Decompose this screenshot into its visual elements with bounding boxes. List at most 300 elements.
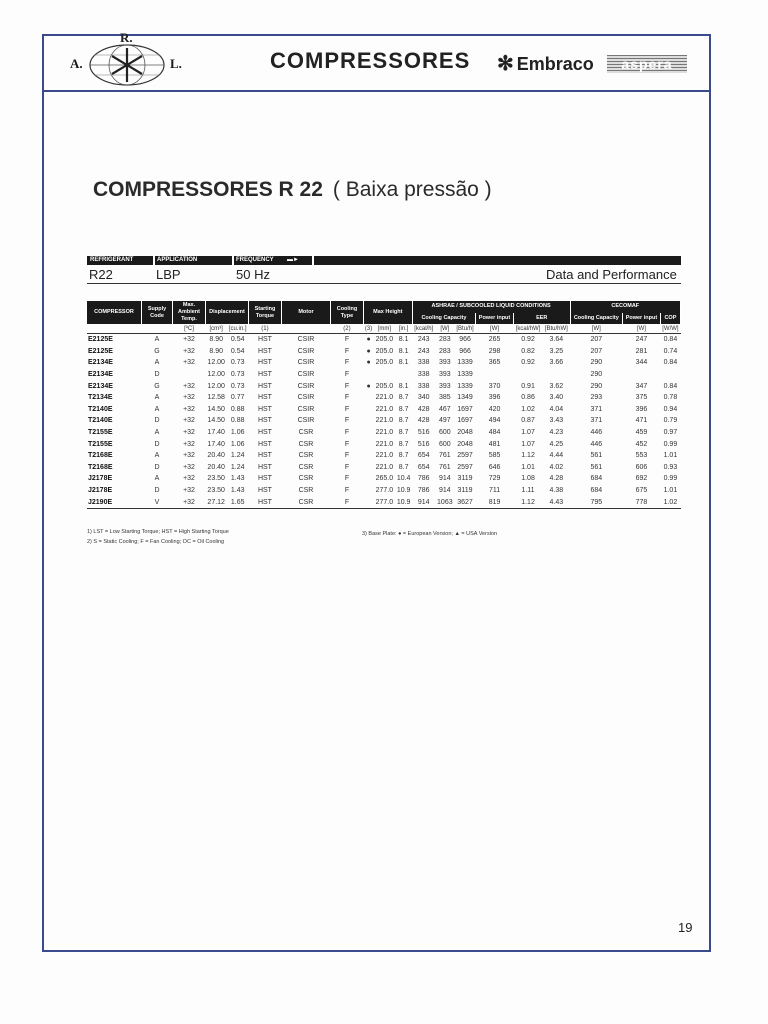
table-cell: HST bbox=[257, 475, 272, 483]
table-cell: 0.99 bbox=[663, 440, 678, 448]
table-cell: 684 bbox=[590, 475, 603, 483]
table-cell: CSIR bbox=[297, 347, 315, 355]
table-cell: HST bbox=[257, 336, 272, 344]
table-cell: 914 bbox=[412, 496, 435, 508]
unit-cell: [mm] bbox=[374, 324, 395, 334]
table-cell: 1.24 bbox=[230, 452, 245, 460]
table-cell: 3119 bbox=[457, 487, 473, 495]
table-cell bbox=[543, 369, 570, 381]
table-cell: 711 bbox=[488, 487, 501, 495]
table-cell: 265 bbox=[488, 336, 501, 344]
brand-name: Embraco bbox=[516, 54, 594, 74]
table-cell: 0.97 bbox=[663, 429, 678, 437]
table-cell: 0.92 bbox=[521, 359, 535, 367]
col-cooling-type: Cooling Type bbox=[330, 301, 363, 324]
table-cell: 467 bbox=[438, 405, 451, 413]
application-value: LBP bbox=[156, 267, 181, 282]
unit-cell: (1) bbox=[248, 324, 281, 334]
table-cell: ● bbox=[366, 359, 371, 367]
table-cell: T2155E bbox=[88, 429, 113, 437]
table-cell: 8.90 bbox=[209, 336, 223, 344]
table-cell: 4.44 bbox=[549, 452, 564, 460]
table-cell: CSIR bbox=[297, 417, 315, 425]
table-cell: V bbox=[142, 496, 173, 508]
table-cell: 340 bbox=[417, 394, 430, 402]
table-cell: 1.01 bbox=[663, 452, 678, 460]
table-cell: 654 bbox=[417, 452, 430, 460]
table-cell: ● bbox=[366, 347, 371, 355]
table-cell: 914 bbox=[438, 475, 451, 483]
table-cell: D bbox=[154, 487, 160, 495]
table-cell: 10.4 bbox=[396, 475, 411, 483]
col-cec-power: Power input bbox=[623, 313, 661, 325]
table-cell: A bbox=[154, 475, 160, 483]
table-cell: F bbox=[344, 336, 350, 344]
table-cell: 344 bbox=[635, 359, 648, 367]
header-title: COMPRESSORES bbox=[270, 48, 471, 73]
table-cell: 0.82 bbox=[521, 347, 535, 355]
table-cell: CSR bbox=[298, 475, 314, 483]
table-cell bbox=[395, 369, 412, 381]
logo-letter-a: A. bbox=[70, 56, 83, 71]
table-cell: F bbox=[344, 463, 350, 471]
table-row bbox=[87, 380, 681, 392]
table-cell: 205.0 bbox=[375, 347, 394, 355]
table-cell: 8.1 bbox=[398, 347, 409, 355]
table-cell: +32 bbox=[183, 405, 195, 413]
table-cell: CSIR bbox=[297, 382, 315, 390]
table-cell: A bbox=[154, 452, 160, 460]
units-row bbox=[87, 324, 681, 334]
band-separator bbox=[153, 256, 155, 265]
table-cell: 221.0 bbox=[375, 394, 394, 402]
table-cell: 494 bbox=[488, 417, 501, 425]
table-row bbox=[87, 473, 681, 485]
table-cell: 338 bbox=[417, 382, 430, 390]
table-cell: HST bbox=[248, 496, 281, 508]
table-cell bbox=[363, 450, 373, 462]
table-cell: CSIR bbox=[297, 336, 315, 344]
table-cell: HST bbox=[257, 452, 272, 460]
table-cell: 393 bbox=[438, 371, 451, 379]
table-cell: 4.43 bbox=[543, 496, 570, 508]
table-cell: 277.0 bbox=[374, 496, 395, 508]
unit-cell: [cu.in.] bbox=[228, 325, 247, 332]
table-cell: A bbox=[154, 429, 160, 437]
table-cell: 0.84 bbox=[663, 336, 678, 344]
table-cell: 4.28 bbox=[549, 475, 564, 483]
table-cell: 692 bbox=[635, 475, 648, 483]
table-cell: HST bbox=[257, 429, 272, 437]
table-cell: +32 bbox=[183, 452, 195, 460]
table-cell: 1.06 bbox=[230, 440, 245, 448]
table-cell bbox=[513, 369, 542, 381]
table-cell: 1.02 bbox=[660, 496, 680, 508]
table-cell: J2178E bbox=[88, 475, 113, 483]
data-performance-label: Data and Performance bbox=[546, 267, 677, 282]
table-cell: F bbox=[344, 371, 350, 379]
col-supply-code: Supply Code bbox=[142, 301, 173, 324]
table-cell: 221.0 bbox=[375, 429, 394, 437]
table-cell: 761 bbox=[438, 463, 451, 471]
table-cell: 290 bbox=[590, 382, 603, 390]
table-cell: 23.50 bbox=[207, 475, 225, 483]
compressor-table bbox=[87, 301, 681, 509]
table-cell: 2597 bbox=[457, 463, 473, 471]
table-cell: 8.7 bbox=[398, 463, 409, 471]
table-cell: CSIR bbox=[297, 394, 315, 402]
table-cell: 553 bbox=[635, 452, 648, 460]
table-cell: 290 bbox=[590, 359, 603, 367]
table-cell: F bbox=[344, 452, 350, 460]
col-compressor: COMPRESSOR bbox=[87, 301, 142, 324]
table-cell: 4.25 bbox=[549, 440, 564, 448]
table-cell: 221.0 bbox=[375, 405, 394, 413]
unit-cell: [W] bbox=[623, 324, 661, 334]
table-cell: 1.02 bbox=[521, 405, 535, 413]
table-cell: F bbox=[330, 496, 363, 508]
table-cell: 2048 bbox=[457, 440, 473, 448]
col-cecomaf: CECOMAF bbox=[570, 301, 680, 313]
unit-cell: [cm³] bbox=[206, 324, 227, 334]
table-cell: HST bbox=[257, 371, 272, 379]
table-cell: 1349 bbox=[457, 394, 473, 402]
embraco-brand bbox=[497, 51, 594, 76]
table-cell: 1.65 bbox=[227, 496, 249, 508]
table-cell: 729 bbox=[488, 475, 501, 483]
table-cell: 12.58 bbox=[207, 394, 225, 402]
unit-cell: [kcal/hW] bbox=[513, 324, 542, 334]
table-cell bbox=[476, 369, 514, 381]
table-cell: 8.7 bbox=[398, 394, 409, 402]
table-cell bbox=[363, 462, 373, 474]
snowflake-icon: ✻ bbox=[497, 53, 514, 75]
table-cell: CSR bbox=[298, 487, 314, 495]
table-cell: 561 bbox=[590, 452, 603, 460]
table-cell: E2125E bbox=[88, 347, 113, 355]
arrow-right-icon: ▬► bbox=[287, 257, 299, 263]
table-cell: 0.93 bbox=[663, 463, 678, 471]
table-cell: 207 bbox=[590, 347, 603, 355]
table-cell: D bbox=[154, 440, 160, 448]
table-cell: +32 bbox=[183, 440, 195, 448]
table-cell: HST bbox=[257, 417, 272, 425]
table-cell: 786 bbox=[417, 487, 430, 495]
table-cell: T2140E bbox=[88, 417, 113, 425]
table-cell: 281 bbox=[635, 347, 648, 355]
table-cell: 3119 bbox=[457, 475, 473, 483]
table-cell: 3.43 bbox=[549, 417, 564, 425]
col-motor: Motor bbox=[281, 301, 330, 324]
table-cell: 786 bbox=[417, 475, 430, 483]
table-cell: CSR bbox=[298, 463, 314, 471]
table-cell: T2155E bbox=[88, 440, 113, 448]
footnote-3: 3) Base Plate: ● = European Version; ▲ = USA Version bbox=[362, 531, 498, 537]
table-cell: +32 bbox=[183, 475, 195, 483]
table-cell: 914 bbox=[438, 487, 451, 495]
table-cell: 3.62 bbox=[549, 382, 564, 390]
table-cell: 428 bbox=[417, 417, 430, 425]
page-title-sub: ( Baixa pressão ) bbox=[332, 178, 492, 201]
band-frequency: FREQUENCY bbox=[236, 257, 274, 263]
table-cell: 795 bbox=[570, 496, 623, 508]
table-cell: 1.12 bbox=[521, 452, 535, 460]
table-cell: 221.0 bbox=[375, 417, 394, 425]
table-cell: 446 bbox=[590, 440, 603, 448]
unit-cell: (3) bbox=[364, 325, 373, 332]
table-cell: HST bbox=[257, 347, 272, 355]
table-cell: 761 bbox=[438, 452, 451, 460]
table-cell: ● bbox=[366, 336, 371, 344]
table-cell: 3627 bbox=[454, 496, 475, 508]
table-cell: 3.66 bbox=[549, 359, 564, 367]
table-cell: 8.1 bbox=[398, 336, 409, 344]
unit-cell: (2) bbox=[330, 324, 363, 334]
table-cell bbox=[374, 369, 395, 381]
table-cell: 966 bbox=[459, 336, 471, 344]
table-cell: 0.87 bbox=[521, 417, 535, 425]
table-cell: 0.84 bbox=[663, 382, 678, 390]
ref-underline bbox=[87, 283, 681, 284]
band-separator bbox=[232, 256, 234, 265]
table-cell bbox=[363, 369, 373, 381]
header-divider bbox=[42, 90, 711, 92]
table-cell: 27.12 bbox=[206, 496, 227, 508]
table-row bbox=[87, 334, 681, 346]
band-separator bbox=[312, 256, 314, 265]
table-cell: F bbox=[344, 417, 350, 425]
col-starting-torque: Starting Torque bbox=[248, 301, 281, 324]
unit-cell: [W] bbox=[476, 324, 514, 334]
table-cell: 0.54 bbox=[230, 347, 245, 355]
table-cell: 338 bbox=[417, 371, 430, 379]
table-cell: T2168E bbox=[88, 463, 113, 471]
table-cell: 2048 bbox=[457, 429, 473, 437]
table-cell: 1.07 bbox=[521, 440, 535, 448]
table-cell: +32 bbox=[183, 417, 195, 425]
table-cell: 14.50 bbox=[207, 405, 225, 413]
table-cell: 600 bbox=[438, 429, 451, 437]
table-row bbox=[87, 392, 681, 404]
table-cell: 8.90 bbox=[209, 347, 223, 355]
table-cell: 370 bbox=[488, 382, 501, 390]
table-cell: 290 bbox=[590, 371, 603, 379]
table-row bbox=[87, 462, 681, 474]
unit-cell: [Btu/hW] bbox=[543, 324, 570, 334]
table-cell: 684 bbox=[590, 487, 603, 495]
table-cell: 0.73 bbox=[230, 359, 245, 367]
table-cell: 205.0 bbox=[375, 336, 394, 344]
table-cell: 10.9 bbox=[396, 487, 411, 495]
table-cell: +32 bbox=[183, 394, 195, 402]
table-cell: F bbox=[344, 382, 350, 390]
table-cell bbox=[623, 369, 661, 381]
table-cell: 0.92 bbox=[521, 336, 535, 344]
ral-logo bbox=[70, 30, 190, 90]
table-row bbox=[87, 427, 681, 439]
table-cell: 3.40 bbox=[549, 394, 564, 402]
table-cell: 1.12 bbox=[513, 496, 542, 508]
table-cell: 585 bbox=[488, 452, 501, 460]
table-cell: ● bbox=[366, 382, 371, 390]
table-cell: CSIR bbox=[297, 405, 315, 413]
table-cell: +32 bbox=[183, 429, 195, 437]
table-cell: 516 bbox=[417, 429, 430, 437]
table-cell: T2140E bbox=[88, 405, 113, 413]
table-cell bbox=[363, 404, 373, 416]
table-cell: 12.00 bbox=[207, 359, 225, 367]
table-cell: 4.23 bbox=[549, 429, 564, 437]
table-cell: E2134E bbox=[88, 382, 113, 390]
table-cell: 1697 bbox=[457, 417, 473, 425]
table-cell: A bbox=[154, 359, 160, 367]
logo-letter-r: R. bbox=[120, 30, 133, 45]
table-cell: 4.02 bbox=[549, 463, 564, 471]
table-cell: 1.11 bbox=[521, 487, 535, 495]
table-cell: 1.06 bbox=[230, 429, 245, 437]
table-cell: J2190E bbox=[87, 496, 142, 508]
table-cell: 819 bbox=[476, 496, 514, 508]
table-cell: 0.74 bbox=[663, 347, 678, 355]
table-cell bbox=[363, 485, 373, 497]
table-cell: 484 bbox=[488, 429, 501, 437]
table-cell: 1.07 bbox=[521, 429, 535, 437]
table-cell: 1.01 bbox=[521, 463, 535, 471]
table-cell: 12.00 bbox=[207, 382, 225, 390]
footnote-1: 1) LST = Low Starting Torque; HST = High Starting Torque bbox=[87, 529, 229, 535]
table-cell: 471 bbox=[635, 417, 648, 425]
table-cell: 8.7 bbox=[398, 452, 409, 460]
table-cell: 0.77 bbox=[230, 394, 245, 402]
table-cell: 0.54 bbox=[230, 336, 245, 344]
table-cell: 481 bbox=[488, 440, 501, 448]
table-cell: 428 bbox=[417, 405, 430, 413]
table-cell: J2178E bbox=[88, 487, 113, 495]
table-cell: 452 bbox=[635, 440, 648, 448]
table-cell: E2134E bbox=[88, 371, 113, 379]
col-max-temp: Max. Ambient Temp. bbox=[173, 301, 206, 324]
col-eer: EER bbox=[513, 313, 570, 325]
table-cell: 347 bbox=[635, 382, 648, 390]
table-cell bbox=[363, 392, 373, 404]
footnote-2: 2) S = Static Cooling; F = Fan Cooling; OC = Oil Cooling bbox=[87, 539, 225, 545]
table-cell: HST bbox=[257, 359, 272, 367]
table-cell: +32 bbox=[183, 382, 195, 390]
table-cell: 1.43 bbox=[230, 475, 245, 483]
table-cell: 778 bbox=[623, 496, 661, 508]
table-cell: 12.00 bbox=[207, 371, 225, 379]
table-cell: A bbox=[154, 405, 160, 413]
table-cell: 3.64 bbox=[549, 336, 564, 344]
table-cell: 338 bbox=[417, 359, 430, 367]
band-application: APPLICATION bbox=[157, 257, 198, 263]
table-row bbox=[87, 415, 681, 427]
table-cell: T2134E bbox=[88, 394, 113, 402]
table-cell: 20.40 bbox=[207, 452, 225, 460]
table-cell: A bbox=[154, 394, 160, 402]
table-cell: CSR bbox=[298, 429, 314, 437]
table-cell: 371 bbox=[590, 405, 603, 413]
table-cell: D bbox=[154, 417, 160, 425]
table-cell: 221.0 bbox=[375, 440, 394, 448]
table-cell: F bbox=[344, 440, 350, 448]
table-cell: 420 bbox=[488, 405, 501, 413]
col-cooling-capacity: Cooling Capacity bbox=[412, 313, 475, 325]
band-refrigerant: REFRIGERANT bbox=[90, 257, 134, 263]
unit-cell bbox=[281, 324, 330, 334]
table-cell: G bbox=[154, 382, 160, 390]
table-cell: 0.91 bbox=[521, 382, 535, 390]
table-cell: +32 bbox=[183, 359, 195, 367]
table-row bbox=[87, 450, 681, 462]
table-cell bbox=[363, 496, 373, 508]
unit-cell: [W] bbox=[435, 324, 454, 334]
table-cell: 20.40 bbox=[207, 463, 225, 471]
table-cell: A bbox=[154, 336, 160, 344]
table-cell: 396 bbox=[635, 405, 648, 413]
spec-band bbox=[87, 256, 681, 265]
table-cell: 0.88 bbox=[230, 417, 245, 425]
table-cell: 205.0 bbox=[375, 359, 394, 367]
table-cell: 606 bbox=[635, 463, 648, 471]
table-cell: HST bbox=[257, 394, 272, 402]
table-cell: 365 bbox=[488, 359, 501, 367]
page-title bbox=[93, 178, 492, 202]
table-cell: 17.40 bbox=[207, 440, 225, 448]
table-cell: 1697 bbox=[457, 405, 473, 413]
table-cell: 1.24 bbox=[230, 463, 245, 471]
table-cell: 4.38 bbox=[549, 487, 564, 495]
unit-cell: [ºC] bbox=[173, 324, 206, 334]
table-cell: 0.73 bbox=[230, 382, 245, 390]
table-cell: 393 bbox=[438, 359, 451, 367]
table-cell: 283 bbox=[438, 336, 451, 344]
table-cell: 205.0 bbox=[375, 382, 394, 390]
table-cell: 8.1 bbox=[398, 382, 409, 390]
table-cell: 371 bbox=[590, 417, 603, 425]
table-cell: 8.7 bbox=[398, 405, 409, 413]
table-cell: D bbox=[154, 463, 160, 471]
page-number: 19 bbox=[678, 920, 693, 935]
table-row bbox=[87, 369, 681, 381]
table-cell: 293 bbox=[590, 394, 603, 402]
table-cell: E2125E bbox=[88, 336, 113, 344]
table-cell: CSR bbox=[281, 496, 330, 508]
table-cell: +32 bbox=[173, 496, 206, 508]
table-cell: 646 bbox=[488, 463, 501, 471]
col-displacement: Displacement bbox=[206, 301, 249, 324]
table-cell: 1.08 bbox=[521, 475, 535, 483]
table-cell bbox=[363, 473, 373, 485]
table-cell: 1063 bbox=[435, 496, 454, 508]
table-cell: 600 bbox=[438, 440, 451, 448]
table-cell: 8.7 bbox=[398, 417, 409, 425]
col-ashrae: ASHRAE / SUBCOOLED LIQUID CONDITIONS bbox=[412, 301, 570, 313]
table-cell: 10.9 bbox=[395, 496, 412, 508]
globe-snowflake-icon bbox=[88, 42, 166, 88]
table-cell: 283 bbox=[438, 347, 451, 355]
col-cec-capacity: Cooling Capacity bbox=[570, 313, 623, 325]
table-cell: 459 bbox=[635, 429, 648, 437]
table-cell: 17.40 bbox=[207, 429, 225, 437]
table-cell: HST bbox=[257, 405, 272, 413]
table-cell: 1.01 bbox=[663, 487, 678, 495]
unit-cell: [W/W] bbox=[662, 325, 679, 332]
table-cell bbox=[173, 369, 206, 381]
unit-cell bbox=[87, 324, 142, 334]
table-cell: CSIR bbox=[297, 371, 315, 379]
table-cell: G bbox=[154, 347, 160, 355]
